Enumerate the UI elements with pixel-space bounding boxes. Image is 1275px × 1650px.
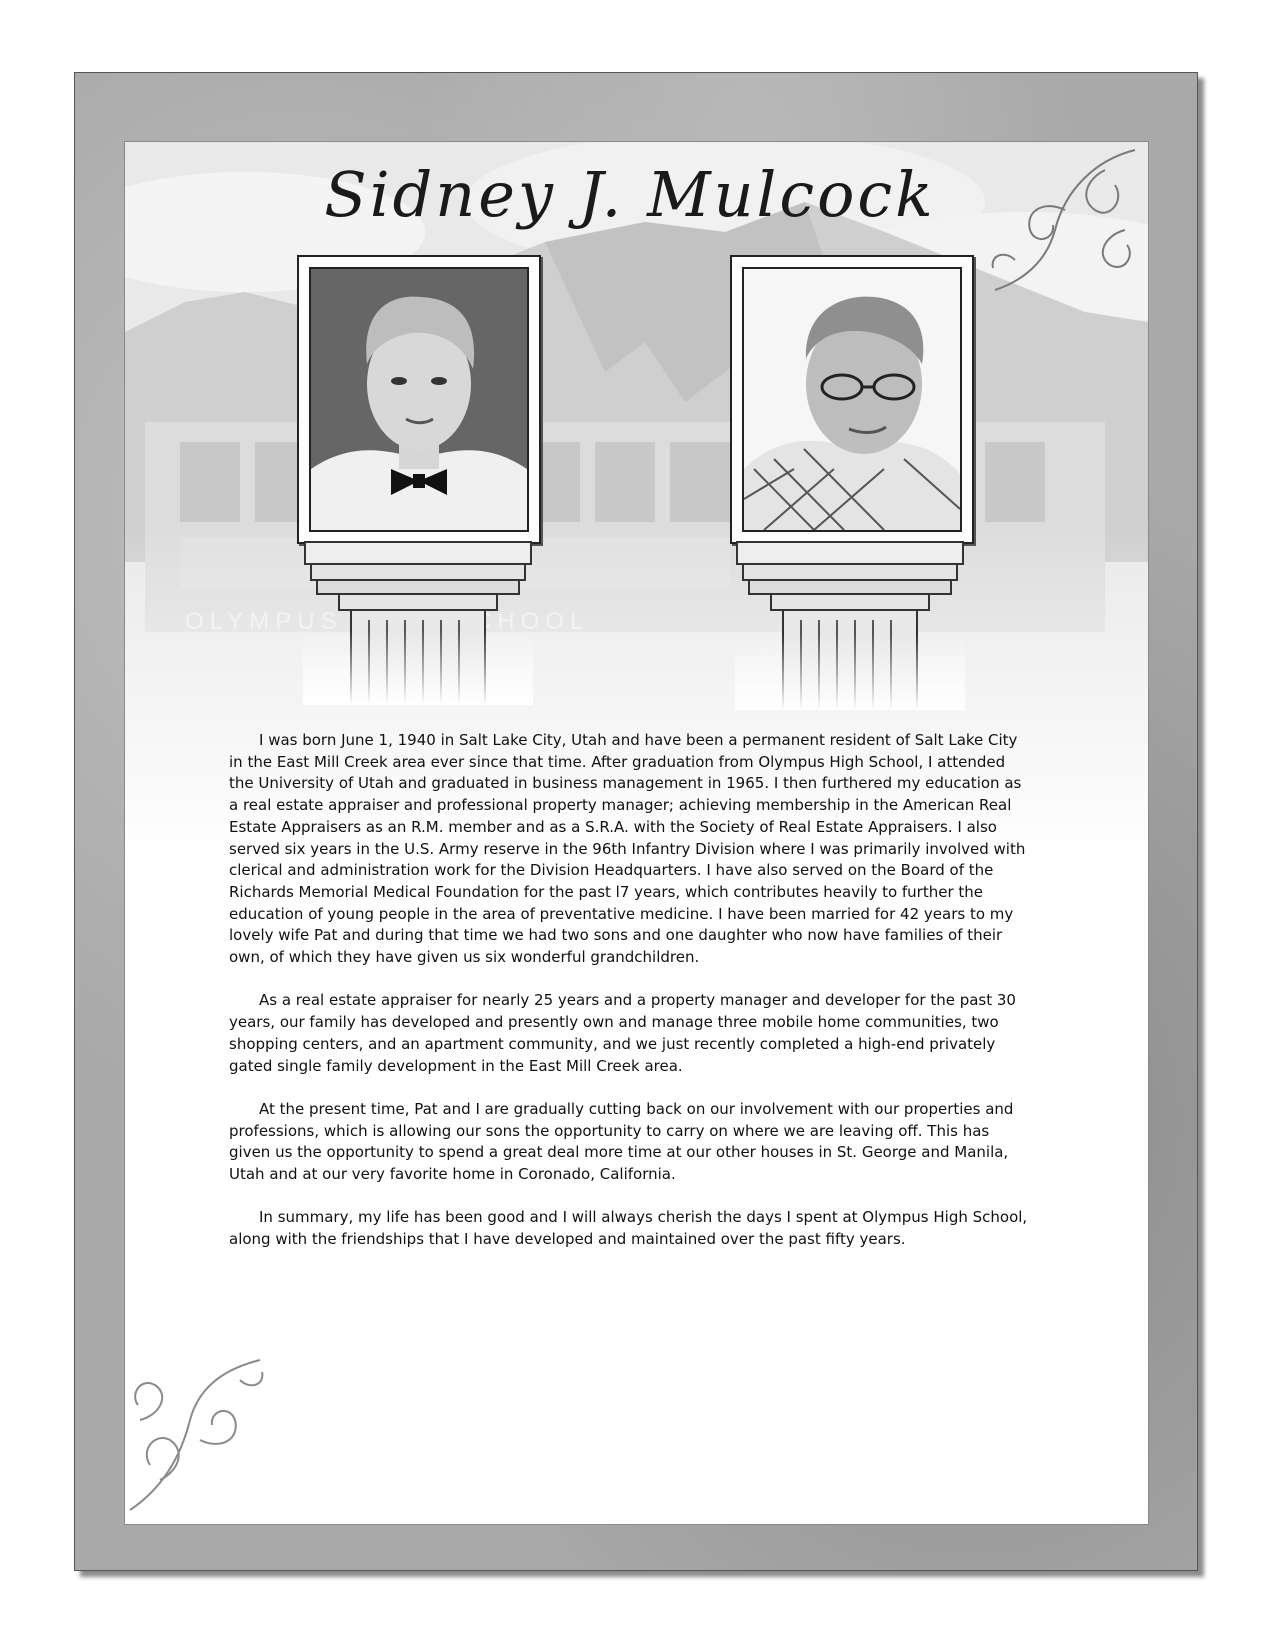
young-portrait-icon [309, 267, 529, 532]
pillar-right-icon [735, 540, 965, 710]
photo-frame-young [297, 255, 541, 544]
bio-paragraph: I was born June 1, 1940 in Salt Lake City, Utah and have been a permanent resident of Salt Lake City in the East Mill Creek area ever since that time. After graduation from Olympus High School, I attended the University of Utah and graduated in business management in 1965. I then furthered my education as a real estate appraiser and professional property manager; achieving membership in the American Real Estate Appraisers as an R.M. member and as a S.R.A. with the Society of Real Estate Appraisers. I also served six years in the U.S. Army reserve in the 96th Infantry Division where I was primarily involved with clerical and administration work for the Division Headquarters. I have also served on the Board of the Richards Memorial Medical Foundation for the past l7 years, which contributes heavily to further the education of young people in the area of preventative medicine. I have been married for 42 years to my lovely wife Pat and during that time we had two sons and one daughter who now have families of their own, of which they have given us six wonderful grandchildren. [229, 731, 1026, 967]
biography-text [229, 730, 1029, 1273]
page-title: Sidney J. Mulcock [324, 158, 936, 231]
bio-paragraph: In summary, my life has been good and I will always cherish the days I spent at Olympus High School, along with the friendships that I have developed and maintained over the past fifty years. [229, 1208, 1028, 1249]
flourish-bottom-left-icon [120, 1340, 280, 1520]
pillar-left-icon [303, 540, 533, 705]
older-portrait-icon [742, 267, 962, 532]
bio-paragraph: At the present time, Pat and I are gradually cutting back on our involvement with our properties and professions, which is allowing our sons the opportunity to carry on where we are leaving off. This has given us the opportunity to spend a great deal more time at our other houses in St. George and Manila, Utah and at our very favorite home in Coronado, California. [229, 1099, 1014, 1184]
bio-paragraph: As a real estate appraiser for nearly 25 years and a property manager and developer for the past 30 years, our family has developed and presently own and manage three mobile home communities, two shopping centers, and an apartment community, and we just recently completed a high-end privately gated single family development in the East Mill Creek area. [229, 991, 1016, 1075]
photo-frame-older [730, 255, 974, 544]
